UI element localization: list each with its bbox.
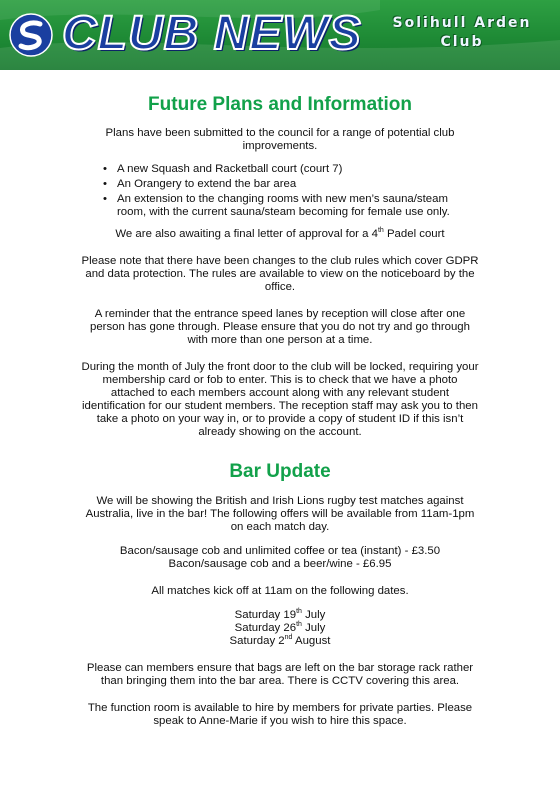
function-room-notice: The function room is available to hire by members for private parties. Please speak to Anne-Marie if you wish to hire this space. [87, 702, 473, 727]
improvements-list [100, 163, 480, 219]
match-date [80, 635, 480, 648]
bar-update-heading: Bar Update [229, 461, 331, 482]
club-name-line2: Club [440, 34, 484, 50]
date-suffix: August [292, 635, 331, 647]
padel-text-suffix: Padel court [383, 228, 445, 240]
date-prefix: Saturday 19 [234, 609, 297, 621]
match-date [80, 622, 480, 635]
speed-lanes-notice: A reminder that the entrance speed lanes by reception will close after one person has gone through. Please ensure that you do not try and go through with more than one person at a time. [90, 308, 470, 346]
list-item: • An extension to the changing rooms with new men’s sauna/steam room, with the current sauna/steam becoming for female use only. [100, 193, 480, 219]
newsletter-body [80, 94, 480, 728]
gdpr-notice: Please note that there have been changes to the club rules which cover GDPR and data protection. The rules are available to view on the noticeboard by the office. [81, 255, 479, 293]
s-swoosh-logo-icon [9, 13, 53, 57]
bags-notice: Please can members ensure that bags are left on the bar storage rack rather than bringing them into the bar area. There is CCTV covering this area. [86, 662, 474, 687]
list-item: • An Orangery to extend the bar area [100, 178, 480, 191]
kickoff-notice: All matches kick off at 11am on the following dates. [151, 585, 409, 597]
match-date [80, 609, 480, 622]
plans-intro: Plans have been submitted to the council for a range of potential club improvements. [105, 127, 455, 152]
offer-1: Bacon/sausage cob and unlimited coffee or tea (instant) - £3.50 [119, 545, 441, 557]
date-prefix: Saturday 2 [229, 635, 285, 647]
club-news-banner [0, 0, 560, 70]
future-plans-heading: Future Plans and Information [148, 94, 412, 115]
date-ordinal: th [296, 621, 302, 629]
padel-court-note [80, 228, 480, 241]
padel-ordinal: th [377, 227, 384, 235]
front-door-notice: During the month of July the front door to the club will be locked, requiring your membership card or fob to enter. This is to check that we have a photo attached to each members account along with any relevant student identification for our student members. The reception staff may ask you to then take a photo on your way in, or to provide a copy of student ID if this isn’t already showing on the account. [81, 361, 479, 438]
rugby-intro: We will be showing the British and Irish Lions rugby test matches against Australia, live in the bar! The following offers will be available from 11am-1pm on each match day. [85, 495, 475, 533]
offer-2: Bacon/sausage cob and a beer/wine - £6.95 [168, 558, 392, 570]
date-suffix: July [301, 622, 326, 634]
list-item: • A new Squash and Racketball court (court 7) [100, 163, 480, 176]
date-ordinal: nd [284, 634, 293, 642]
date-ordinal: th [296, 608, 302, 616]
club-name-line1: Solihull Arden [392, 15, 532, 31]
date-prefix: Saturday 26 [234, 622, 297, 634]
date-suffix: July [301, 609, 326, 621]
masthead-title: CLUB NEWS [62, 7, 362, 60]
padel-text-prefix: We are also awaiting a final letter of approval for a 4 [115, 228, 378, 240]
club-name [370, 14, 554, 52]
